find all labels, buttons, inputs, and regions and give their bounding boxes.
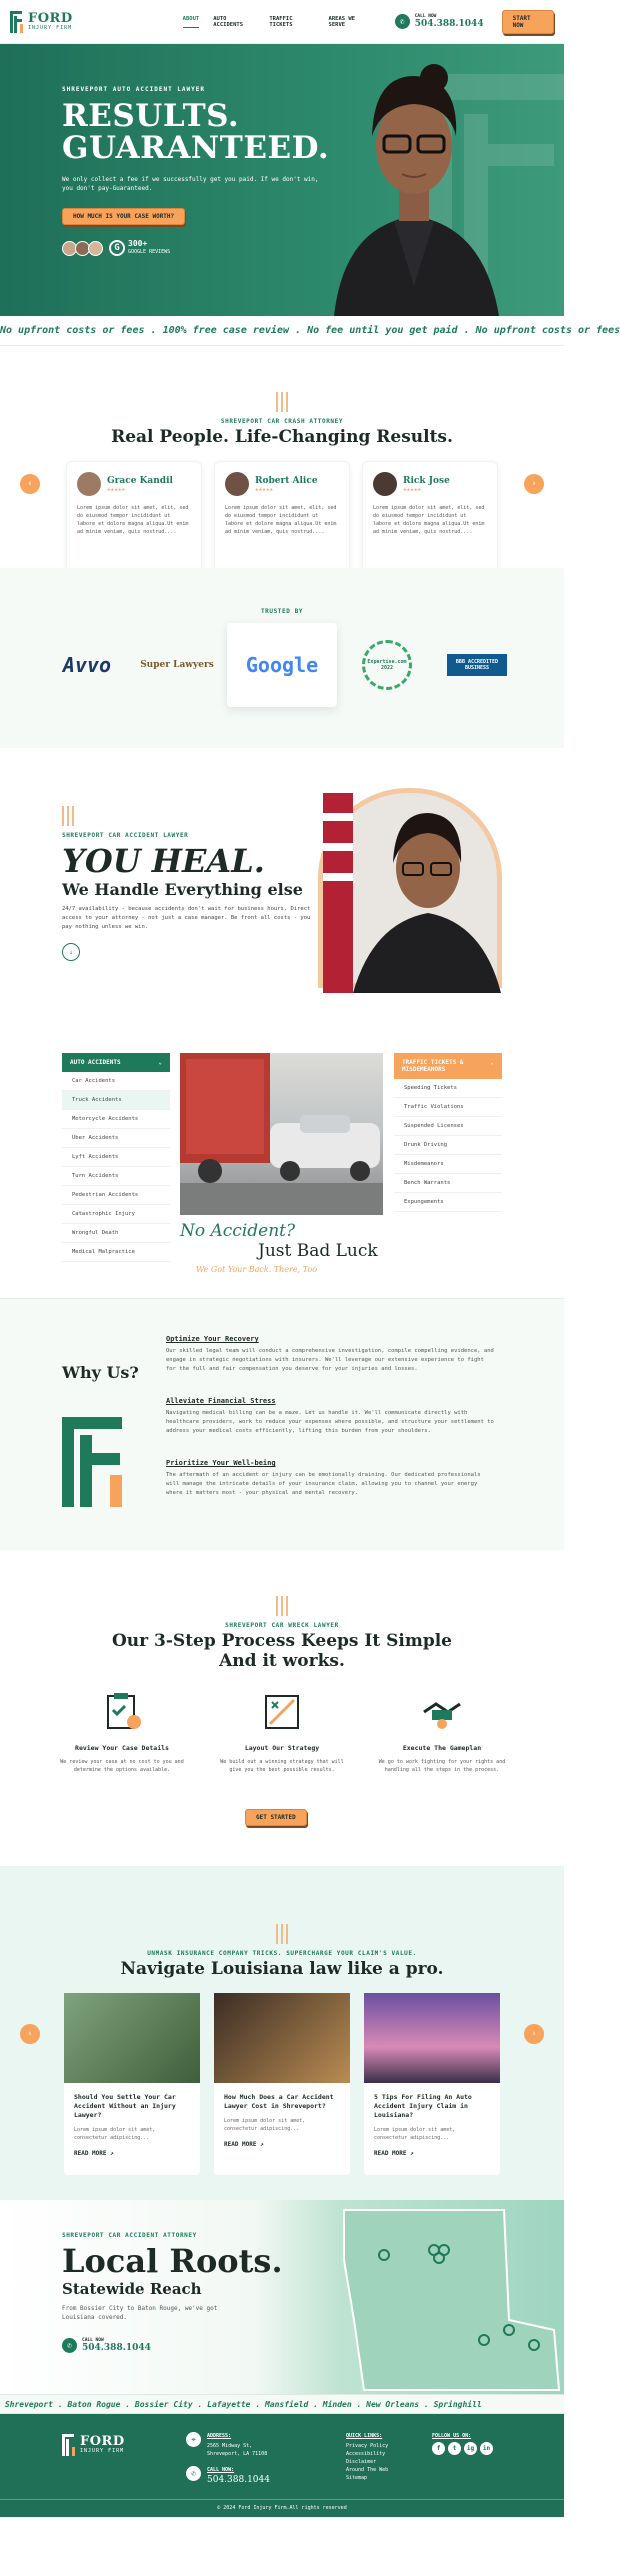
- city-link[interactable]: Bossier City: [134, 2399, 193, 2409]
- local-title: Local Roots.: [62, 2242, 283, 2280]
- testimonials-title: Real People. Life-Changing Results.: [111, 427, 453, 447]
- footer-link[interactable]: Around The Web: [346, 2467, 389, 2473]
- list-item[interactable]: Pedestrian Accidents: [62, 1186, 170, 1205]
- chevron-down-icon: ⌄: [158, 1059, 162, 1066]
- heal-subtitle: We Handle Everything else: [62, 880, 303, 899]
- carousel-next-button[interactable]: ›: [524, 2024, 544, 2044]
- blog-title: How Much Does a Car Accident Lawyer Cost in Shreveport?: [224, 2093, 334, 2110]
- avvo-logo: Avvo: [62, 653, 112, 677]
- reviewer-name: Rick Jose: [403, 475, 450, 486]
- nav-auto-accidents[interactable]: AUTO ACCIDENTS: [213, 15, 244, 28]
- footer-phone[interactable]: 504.388.1044: [207, 2475, 270, 2485]
- review-text: Lorem ipsum dolor sit amet, elit, sed do eiusmod tempor incididunt ut labore et dolore magna aliqua.Ut enim ad minim veniam, quis nostrud....: [77, 505, 189, 535]
- handshake-icon: [420, 1690, 464, 1734]
- no-accident-tagline: No Accident? Just Bad Luck We Got Your Back. There, Too: [180, 1221, 378, 1274]
- google-icon: G: [109, 240, 125, 256]
- heal-title: YOU HEAL.: [62, 842, 265, 880]
- location-icon: ⌖: [186, 2432, 201, 2447]
- blog-excerpt: Lorem ipsum dolor sit amet, consectetur adipiscing...: [374, 2127, 456, 2141]
- avatar: [88, 241, 103, 256]
- phone-icon: ✆: [62, 2338, 77, 2353]
- instagram-icon[interactable]: ig: [464, 2442, 477, 2455]
- city-link[interactable]: Shreveport: [4, 2399, 53, 2409]
- star-rating: ★★★★★: [403, 485, 422, 493]
- decor-lines-icon: [276, 1596, 288, 1616]
- read-more-link[interactable]: READ MORE ↗: [374, 2150, 414, 2157]
- blog-card[interactable]: [64, 1993, 200, 2175]
- heal-body: 24/7 availability - because accidents don't wait for business hours. Direct access to your attorney - not just a case manager. Be front all costs - you pay nothing unless we win.: [62, 906, 311, 930]
- testimonial-card: [66, 461, 202, 579]
- local-call[interactable]: [62, 2338, 151, 2353]
- review-count: 300+: [128, 239, 148, 248]
- process-kicker: SHREVEPORT CAR WRECK LAWYER: [225, 1622, 339, 1629]
- list-item[interactable]: Bench Warrants: [394, 1174, 502, 1193]
- list-item[interactable]: Expungements: [394, 1193, 502, 1212]
- why-point: Prioritize Your Well-being The aftermath of an accident or injury can be emotionally draining. Our dedicated professionals will manage the intricate details of your insurance claim, allowing you to channel your energy where it matters most - your physical and mental recovery.: [166, 1459, 481, 1496]
- blog-title: Should You Settle Your Car Accident Without an Injury Lawyer?: [74, 2093, 176, 2119]
- process-step: Execute The Gameplan We go to work fighting for your rights and handling all the steps in the process.: [377, 1690, 507, 1774]
- footer-address: ⌖ ADDRESS: 2565 Midway St, Shreveport, LA 71108 ✆ CALL NOW: 504.388.1044: [186, 2432, 277, 2485]
- list-item[interactable]: Misdemeanors: [394, 1155, 502, 1174]
- blog-title: Navigate Louisiana law like a pro.: [120, 1959, 444, 1979]
- expertise-logo: Expertise.com 2022: [347, 637, 427, 693]
- local-phone[interactable]: 504.388.1044: [82, 2343, 151, 2353]
- list-item[interactable]: Truck Accidents: [62, 1091, 170, 1110]
- process-step: Layout Our Strategy We build out a winning strategy that will give you the best possible results.: [217, 1690, 347, 1774]
- footer-link[interactable]: Privacy Policy: [346, 2443, 389, 2449]
- local-kicker: SHREVEPORT CAR ACCIDENT ATTORNEY: [62, 2232, 197, 2239]
- logo-mark-icon: [62, 2434, 76, 2456]
- carousel-prev-button[interactable]: ‹: [20, 474, 40, 494]
- main-nav: [183, 16, 371, 28]
- list-header: TRAFFIC TICKETS & MISDEMEANORS ⌄: [394, 1053, 502, 1079]
- why-point: Alleviate Financial Stress Navigating medical billing can be a maze. Let us handle it. We'll communicate directly with healthcare providers, work to reduce your expenses where possible, and structure your settlement to address your medical costs efficiently, lifting this burden from your shoulders.: [166, 1397, 494, 1434]
- review-text: Lorem ipsum dolor sit amet, elit, sed do eiusmod tempor incididunt ut labore et dolore magna aliqua.Ut enim ad minim veniam, quis nostrud....: [225, 505, 337, 535]
- footer-social: FOLLOW US ON: f t ig in: [432, 2432, 496, 2455]
- linkedin-icon[interactable]: in: [480, 2442, 493, 2455]
- testimonial-carousel: [0, 461, 564, 579]
- list-item[interactable]: Turn Accidents: [62, 1167, 170, 1186]
- hero-title: RESULTS. GUARANTEED.: [62, 98, 330, 166]
- header-phone[interactable]: 504.388.1044: [414, 19, 484, 29]
- blog-kicker: UNMASK INSURANCE COMPANY TRICKS. SUPERCHARGE YOUR CLAIM'S VALUE.: [147, 1950, 417, 1957]
- blog-excerpt: Lorem ipsum dolor sit amet, consectetur adipiscing...: [224, 2118, 306, 2132]
- facebook-icon[interactable]: f: [432, 2442, 445, 2455]
- reviewer-name: Grace Kandil: [107, 475, 173, 486]
- google-reviews[interactable]: [62, 240, 170, 256]
- footer-link[interactable]: Sitemap: [346, 2475, 368, 2481]
- read-more-link[interactable]: READ MORE ↗: [224, 2141, 264, 2148]
- local-body: From Bossier City to Baton Rouge, we've got Louisiana covered.: [62, 2305, 218, 2321]
- process-title: Our 3-Step Process Keeps It Simple: [112, 1631, 452, 1651]
- city-link[interactable]: Springhill: [433, 2399, 482, 2409]
- ticker-item: 100% free case review: [162, 325, 289, 336]
- nav-about[interactable]: ABOUT: [183, 16, 200, 28]
- blog-section: [0, 1866, 564, 2200]
- hero-kicker: SHREVEPORT AUTO ACCIDENT LAWYER: [62, 86, 205, 93]
- clipboard-icon: [100, 1690, 144, 1734]
- list-item[interactable]: Car Accidents: [62, 1072, 170, 1091]
- practice-areas-section: [0, 1053, 564, 1298]
- process-subtitle: And it works.: [219, 1651, 345, 1671]
- auto-accidents-list: [62, 1053, 170, 1262]
- footer-link[interactable]: Disclaimer: [346, 2459, 377, 2465]
- trust-logos: [0, 623, 564, 707]
- list-item[interactable]: Lyft Accidents: [62, 1148, 170, 1167]
- testimonial-card: [362, 461, 498, 579]
- blog-image: [364, 1993, 500, 2083]
- nav-traffic-tickets[interactable]: TRAFFIC TICKETS: [269, 15, 293, 28]
- city-link[interactable]: New Orleans: [366, 2399, 420, 2409]
- footer-link[interactable]: Accessibility: [346, 2451, 386, 2457]
- logo-sub: INJURY FIRM: [28, 24, 73, 31]
- hero-section: [0, 44, 564, 316]
- you-heal-section: [0, 748, 564, 1053]
- phone-icon: ✆: [395, 14, 410, 29]
- call-label: CALL NOW: [82, 2338, 104, 2343]
- list-item[interactable]: Uber Accidents: [62, 1129, 170, 1148]
- case-worth-button[interactable]: HOW MUCH IS YOUR CASE WORTH?: [62, 208, 185, 225]
- trusted-by-section: [0, 568, 564, 748]
- why-us-section: [0, 1298, 564, 1550]
- footer-links: QUICK LINKS: Privacy Policy Accessibility Disclaimer Around The Web Sitemap: [346, 2433, 389, 2481]
- carousel-prev-button[interactable]: ‹: [20, 2024, 40, 2044]
- city-link[interactable]: Minden: [322, 2399, 352, 2409]
- blog-image: [64, 1993, 200, 2083]
- read-more-link[interactable]: READ MORE ↗: [74, 2150, 114, 2157]
- get-started-button[interactable]: GET STARTED: [245, 1809, 307, 1826]
- decor-lines-icon: [276, 1924, 288, 1944]
- heal-kicker: SHREVEPORT CAR ACCIDENT LAWYER: [62, 832, 189, 839]
- traffic-tickets-list: [394, 1053, 502, 1212]
- copyright: © 2024 Ford Injury Firm.All rights reserved: [0, 2499, 564, 2511]
- decor-lines-icon: [276, 392, 288, 412]
- list-header: AUTO ACCIDENTS ⌄: [62, 1053, 170, 1072]
- reviewer-name: Robert Alice: [255, 475, 318, 486]
- logo[interactable]: [10, 11, 73, 33]
- attorney-portrait: [314, 56, 514, 316]
- local-subtitle: Statewide Reach: [62, 2280, 202, 2298]
- star-rating: ★★★★★: [255, 485, 274, 493]
- promo-ticker: No upfront costs or fees . 100% free case review . No fee until you get paid . No upfront costs or fees: [0, 316, 564, 346]
- city-link[interactable]: Baton Rogue: [67, 2399, 121, 2409]
- city-link[interactable]: Mansfield: [264, 2399, 309, 2409]
- ticker-item: No fee until you get paid: [307, 325, 458, 336]
- star-rating: ★★★★★: [107, 485, 126, 493]
- logo-name: FORD: [28, 10, 73, 26]
- decor-lines-icon: [62, 806, 74, 826]
- avatar: [225, 472, 249, 496]
- ticker-item: No upfront costs or fees: [475, 325, 620, 336]
- cities-ticker: Shreveport . Baton Rogue . Bossier City . Lafayette . Mansfield . Minden . New Orleans . Springhill: [0, 2394, 564, 2414]
- blog-card[interactable]: [214, 1993, 350, 2175]
- list-item[interactable]: Wrongful Death: [62, 1224, 170, 1243]
- call-label: CALL NOW: [414, 14, 437, 19]
- list-item[interactable]: Speeding Tickets: [394, 1079, 502, 1098]
- list-item[interactable]: Traffic Violations: [394, 1098, 502, 1117]
- chevron-down-icon: ⌄: [490, 1059, 494, 1066]
- super-lawyers-logo: Super Lawyers: [140, 660, 214, 670]
- strategy-icon: [260, 1690, 304, 1734]
- review-text: Lorem ipsum dolor sit amet, elit, sed do eiusmod tempor incididunt ut labore et dolore magna aliqua.Ut enim ad minim veniam, quis nostrud....: [373, 505, 485, 535]
- google-logo: Google: [227, 623, 337, 707]
- attorney-photo: [318, 788, 502, 988]
- testimonials-section: [0, 346, 564, 568]
- site-header: [0, 0, 564, 44]
- start-now-button[interactable]: START NOW: [502, 10, 554, 34]
- blog-excerpt: Lorem ipsum dolor sit amet, consectetur adipiscing...: [74, 2127, 156, 2141]
- brand-f-icon: [62, 1417, 132, 1507]
- truck-crash-image: [180, 1053, 383, 1215]
- blog-title: 5 Tips For Filing An Auto Accident Injury Claim in Louisiana?: [374, 2093, 472, 2119]
- testimonials-kicker: SHREVEPORT CAR CRASH ATTORNEY: [220, 418, 344, 425]
- hero-body: We only collect a fee if we successfully get you paid. If we don't win, you don't pay-Guaranteed.: [62, 176, 319, 192]
- list-item[interactable]: Medical Malpractice: [62, 1243, 170, 1262]
- bbb-logo: BBB ACCREDITED BUSINESS: [437, 637, 517, 693]
- process-step: Review Your Case Details We review your case at no cost to you and determine the options available.: [57, 1690, 187, 1774]
- avatar: [77, 472, 101, 496]
- avatar: [373, 472, 397, 496]
- process-section: [0, 1550, 564, 1866]
- why-title: Why Us?: [62, 1363, 139, 1382]
- phone-icon: ✆: [186, 2466, 201, 2481]
- blog-card[interactable]: [364, 1993, 500, 2175]
- header-call[interactable]: [395, 14, 484, 29]
- why-point: Optimize Your Recovery Our skilled legal team will conduct a comprehensive investigation, compile compelling evidence, and engage in strategic negotiations with insurers. We'll leverage our extensive experience to fight for the full and fair compensation you deserve for your injuries and losses.: [166, 1335, 494, 1372]
- twitter-icon[interactable]: t: [448, 2442, 461, 2455]
- list-item[interactable]: Drunk Driving: [394, 1136, 502, 1155]
- nav-areas[interactable]: AREAS WE SERVE: [328, 15, 356, 28]
- logo-mark-icon: [10, 11, 24, 33]
- list-item[interactable]: Catastrophic Injury: [62, 1205, 170, 1224]
- site-footer: [0, 2414, 564, 2517]
- trusted-kicker: TRUSTED BY: [260, 608, 304, 615]
- carousel-next-button[interactable]: ›: [524, 474, 544, 494]
- testimonial-card: [214, 461, 350, 579]
- list-item[interactable]: Motorcycle Accidents: [62, 1110, 170, 1129]
- scroll-down-icon[interactable]: ↓: [62, 943, 80, 961]
- review-label: GOOGLE REVIEWS: [128, 249, 171, 255]
- list-item[interactable]: Suspended Licenses: [394, 1117, 502, 1136]
- footer-logo[interactable]: FORD INJURY FIRM: [62, 2434, 125, 2456]
- louisiana-map: [284, 2200, 564, 2394]
- blog-image: [214, 1993, 350, 2083]
- blog-carousel: [0, 1993, 564, 2175]
- ticker-item: No upfront costs or fees: [0, 325, 145, 336]
- city-link[interactable]: Lafayette: [207, 2399, 251, 2409]
- local-roots-section: [0, 2200, 564, 2394]
